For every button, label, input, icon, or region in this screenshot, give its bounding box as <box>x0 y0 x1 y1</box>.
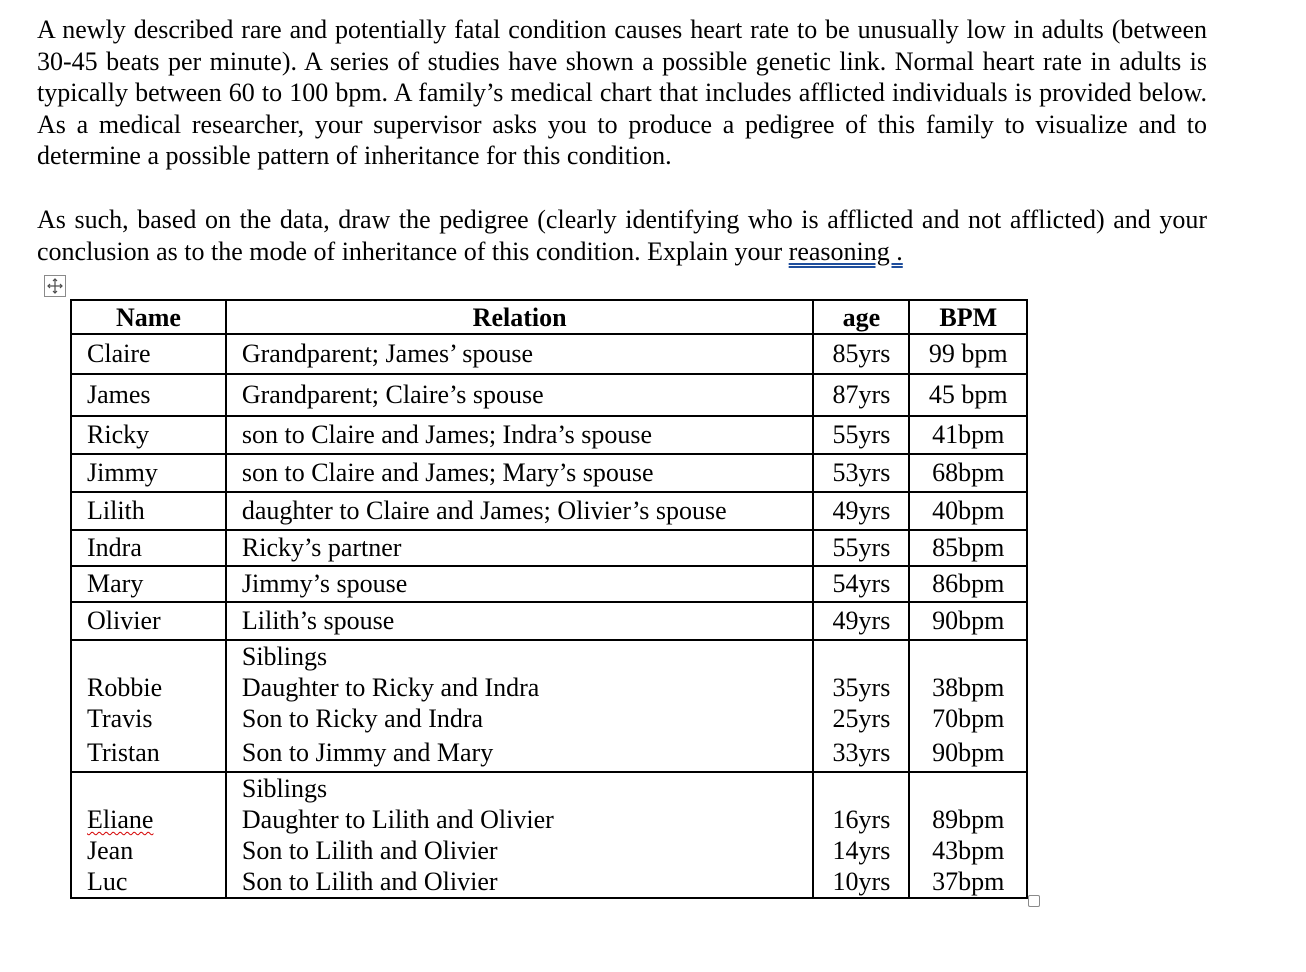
cell-name: Mary <box>71 566 226 602</box>
cell-name: Travis <box>87 704 153 733</box>
cell-age: 85yrs <box>813 334 909 374</box>
cell-name: Robbie <box>87 673 163 702</box>
cell-bpm: 85bpm <box>909 530 1027 566</box>
cell-age: 53yrs <box>813 454 909 492</box>
cell-relation: Son to Lilith and Olivier <box>241 836 498 865</box>
cell-name: Eliane <box>87 805 154 834</box>
table-row <box>71 334 1027 374</box>
cell-bpm: 43bpm <box>932 836 1005 865</box>
cell-bpm: 70bpm <box>932 704 1005 733</box>
cell-age: 16yrs <box>832 805 891 834</box>
cell-bpm: 90bpm <box>909 602 1027 640</box>
cell-relation: son to Claire and James; Indra’s spouse <box>226 416 813 454</box>
cell-bpm-group <box>909 772 1027 898</box>
table-row <box>71 492 1027 530</box>
cell-age: 54yrs <box>813 566 909 602</box>
cell-relation: son to Claire and James; Mary’s spouse <box>226 454 813 492</box>
table-row <box>71 602 1027 640</box>
table-row-group-2 <box>71 772 1027 898</box>
cell-bpm: 40bpm <box>909 492 1027 530</box>
question-paragraph-2-text: As such, based on the data, draw the pedigree (clearly identifying who is afflicted and not afflicted) and your conclusion as to the mode of inheritance of this condition. Explain your <box>37 205 1207 266</box>
cell-name: Jimmy <box>71 454 226 492</box>
siblings-label: Siblings <box>241 642 328 671</box>
cell-relation: Son to Lilith and Olivier <box>241 867 498 896</box>
cell-age-group <box>813 772 909 898</box>
question-paragraph-2 <box>37 204 1207 267</box>
cell-bpm: 89bpm <box>932 805 1005 834</box>
header-name: Name <box>71 300 226 334</box>
cell-age: 49yrs <box>813 492 909 530</box>
cell-relation: Lilith’s spouse <box>226 602 813 640</box>
cell-relation: Ricky’s partner <box>226 530 813 566</box>
cell-name: Luc <box>87 867 128 896</box>
cell-name: Olivier <box>71 602 226 640</box>
table-row <box>71 454 1027 492</box>
cell-age: 10yrs <box>832 867 891 896</box>
cell-bpm-group <box>909 640 1027 772</box>
cell-age: 25yrs <box>832 704 891 733</box>
cell-name-group <box>71 640 226 772</box>
cell-bpm: 41bpm <box>909 416 1027 454</box>
table-row <box>71 530 1027 566</box>
table-row-group-1 <box>71 640 1027 772</box>
cell-name: Jean <box>87 836 134 865</box>
cell-age: 14yrs <box>832 836 891 865</box>
cell-age: 55yrs <box>813 530 909 566</box>
cell-name-group <box>71 772 226 898</box>
reasoning-word: reasoning . <box>788 236 903 266</box>
cell-bpm: 68bpm <box>909 454 1027 492</box>
header-bpm: BPM <box>909 300 1027 334</box>
cell-relation: Son to Ricky and Indra <box>241 704 484 733</box>
cell-relation: Daughter to Lilith and Olivier <box>241 805 554 834</box>
cell-age: 87yrs <box>813 374 909 416</box>
siblings-label: Siblings <box>241 774 328 803</box>
table-header-row <box>71 300 1027 334</box>
cell-name: Claire <box>71 334 226 374</box>
cell-relation: Jimmy’s spouse <box>226 566 813 602</box>
header-age: age <box>813 300 909 334</box>
cell-bpm: 86bpm <box>909 566 1027 602</box>
cell-bpm: 90bpm <box>932 738 1005 767</box>
cell-relation: Daughter to Ricky and Indra <box>241 673 540 702</box>
cell-relation-group <box>226 772 813 898</box>
cell-name: Tristan <box>87 738 160 767</box>
cell-age: 49yrs <box>813 602 909 640</box>
cell-relation: Grandparent; Claire’s spouse <box>226 374 813 416</box>
cell-name: Indra <box>71 530 226 566</box>
header-relation: Relation <box>226 300 813 334</box>
cell-bpm: 45 bpm <box>909 374 1027 416</box>
cell-bpm: 99 bpm <box>909 334 1027 374</box>
cell-name: James <box>71 374 226 416</box>
cell-name: Ricky <box>71 416 226 454</box>
cell-bpm: 38bpm <box>932 673 1005 702</box>
table-resize-handle-icon[interactable] <box>1028 895 1040 907</box>
table-row <box>71 416 1027 454</box>
cell-age: 55yrs <box>813 416 909 454</box>
family-medical-table <box>70 299 1028 899</box>
cell-age-group <box>813 640 909 772</box>
cell-relation: daughter to Claire and James; Olivier’s spouse <box>226 492 813 530</box>
cell-relation-group <box>226 640 813 772</box>
cell-age: 35yrs <box>832 673 891 702</box>
cell-bpm: 37bpm <box>932 867 1005 896</box>
table-move-handle-icon[interactable] <box>44 275 66 297</box>
cell-relation: Son to Jimmy and Mary <box>241 738 494 767</box>
cell-age: 33yrs <box>832 738 891 767</box>
question-paragraph-1: A newly described rare and potentially fatal condition causes heart rate to be unusually low in adults (between 30-45 beats per minute). A series of studies have shown a possible genetic link. Normal heart rate in adults is typically between 60 to 100 bpm. A family’s medical chart that includes afflicted individuals is provided below. As a medical researcher, your supervisor asks you to produce a pedigree of this family to visualize and to determine a possible pattern of inheritance for this condition. <box>37 15 1207 170</box>
table-row <box>71 374 1027 416</box>
cell-name: Lilith <box>71 492 226 530</box>
cell-relation: Grandparent; James’ spouse <box>226 334 813 374</box>
table-row <box>71 566 1027 602</box>
